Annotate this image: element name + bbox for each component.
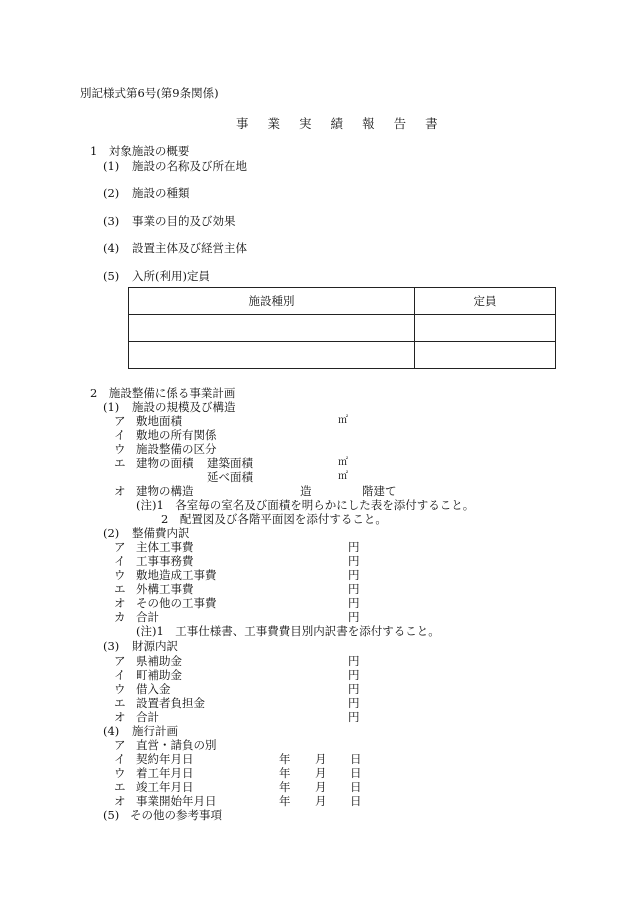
row-letter: イ	[114, 752, 126, 766]
section1-item-num: (2)	[103, 186, 120, 200]
row-letter: エ	[114, 780, 126, 794]
unit-year: 年	[279, 794, 291, 808]
table-header-facility-type: 施設種別	[129, 288, 415, 315]
note: 2 配置図及び各階平面図を添付すること。	[161, 512, 387, 526]
unit-yen: 円	[348, 582, 360, 596]
row-label: 契約年月日	[136, 752, 194, 766]
section1-item-num: (3)	[103, 214, 120, 228]
capacity-table	[128, 287, 556, 369]
unit-month: 月	[315, 794, 327, 808]
note: (注)1 各室毎の室名及び面積を明らかにした表を添付すること。	[136, 498, 475, 512]
row-label: 工事事務費	[136, 554, 194, 568]
table-cell[interactable]	[129, 315, 415, 342]
title-char: 報	[362, 116, 375, 131]
unit-sqm: ㎡	[338, 415, 348, 426]
unit-year: 年	[279, 766, 291, 780]
section1-heading: 1 対象施設の概要	[90, 144, 190, 158]
sub-label: 整備費内訳	[132, 526, 190, 540]
row-letter: イ	[114, 668, 126, 682]
row-label: 直営・請負の別	[136, 738, 217, 752]
unit-month: 月	[315, 766, 327, 780]
table-header-capacity: 定員	[415, 288, 556, 315]
row-label: 借入金	[136, 682, 171, 696]
section1-item-label: 施設の種類	[132, 186, 190, 200]
row-letter: イ	[114, 554, 126, 568]
sub-label: 施設の規模及び構造	[132, 400, 236, 414]
row-label: 建物の面積	[136, 456, 194, 470]
row-letter: ウ	[114, 442, 126, 456]
row-label: 外構工事費	[136, 582, 194, 596]
unit-month: 月	[315, 780, 327, 794]
table-row	[129, 342, 556, 369]
row-letter: エ	[114, 456, 126, 470]
title-char: 書	[425, 116, 438, 131]
unit-yen: 円	[348, 596, 360, 610]
row-letter: オ	[114, 710, 126, 724]
unit-day: 日	[350, 752, 362, 766]
section1-item-label: 事業の目的及び効果	[132, 214, 236, 228]
sub-num: (4)	[103, 724, 120, 738]
sub-label: 施行計画	[132, 724, 178, 738]
section1-item-num: (1)	[103, 159, 120, 173]
unit-yen: 円	[348, 568, 360, 582]
row-label: 敷地面積	[136, 414, 182, 428]
title-char: 業	[267, 116, 281, 131]
row-letter: オ	[114, 794, 126, 808]
section1-item-label: 設置主体及び経営主体	[132, 241, 247, 255]
sub-num: (5)	[103, 808, 120, 822]
row-sublabel: 建築面積	[207, 456, 253, 470]
section1-item-label: 施設の名称及び所在地	[132, 159, 247, 173]
unit-yen: 円	[348, 540, 360, 554]
row-letter: ア	[114, 540, 126, 554]
row-label: 建物の構造	[136, 484, 194, 498]
row-letter: オ	[114, 484, 126, 498]
unit-sqm: ㎡	[338, 471, 348, 482]
row-label: 町補助金	[136, 668, 182, 682]
note: (注)1 工事仕様書、工事費費目別内訳書を添付すること。	[136, 624, 440, 638]
row-label: その他の工事費	[136, 596, 217, 610]
unit-yen: 円	[348, 610, 360, 624]
sub-label: 財源内訳	[132, 639, 178, 653]
section1-item-label: 入所(利用)定員	[132, 269, 210, 283]
unit-day: 日	[350, 794, 362, 808]
unit-yen: 円	[348, 682, 360, 696]
row-letter: ア	[114, 738, 126, 752]
row-label: 敷地の所有関係	[136, 428, 217, 442]
unit-sqm: ㎡	[338, 457, 348, 468]
unit-yen: 円	[348, 668, 360, 682]
section2-heading: 2 施設整備に係る事業計画	[90, 386, 236, 400]
unit-year: 年	[279, 752, 291, 766]
floors-suffix: 階建て	[362, 484, 397, 498]
row-letter: ア	[114, 414, 126, 428]
table-cell[interactable]	[415, 342, 556, 369]
section1-item-num: (5)	[103, 269, 120, 283]
row-letter: エ	[114, 696, 126, 710]
row-label: 合計	[136, 710, 159, 724]
row-letter: ウ	[114, 682, 126, 696]
unit-yen: 円	[348, 710, 360, 724]
sub-num: (2)	[103, 526, 120, 540]
row-letter: ア	[114, 654, 126, 668]
table-row	[129, 288, 556, 315]
section1-item-num: (4)	[103, 241, 120, 255]
row-label: 敷地造成工事費	[136, 568, 217, 582]
row-label: 設置者負担金	[136, 696, 205, 710]
sub-label: その他の参考事項	[130, 808, 222, 822]
row-sublabel: 延べ面積	[207, 470, 253, 484]
structure-suffix: 造	[300, 484, 312, 498]
row-letter: カ	[114, 610, 126, 624]
table-cell[interactable]	[129, 342, 415, 369]
table-row	[129, 315, 556, 342]
row-label: 合計	[136, 610, 159, 624]
row-label: 事業開始年月日	[136, 794, 217, 808]
row-letter: オ	[114, 596, 126, 610]
unit-day: 日	[350, 766, 362, 780]
title-char: 事	[236, 116, 249, 131]
title-char: 績	[330, 116, 344, 131]
sub-num: (3)	[103, 639, 120, 653]
unit-yen: 円	[348, 654, 360, 668]
row-label: 着工年月日	[136, 766, 194, 780]
table-cell[interactable]	[415, 315, 556, 342]
unit-month: 月	[315, 752, 327, 766]
unit-day: 日	[350, 780, 362, 794]
form-id: 別記様式第6号(第9条関係)	[80, 86, 219, 100]
row-label: 竣工年月日	[136, 780, 194, 794]
title-char: 告	[393, 116, 407, 131]
row-label: 県補助金	[136, 654, 182, 668]
row-letter: ウ	[114, 568, 126, 582]
row-letter: ウ	[114, 766, 126, 780]
unit-year: 年	[279, 780, 291, 794]
row-letter: エ	[114, 582, 126, 596]
sub-num: (1)	[103, 400, 120, 414]
row-label: 施設整備の区分	[136, 442, 217, 456]
unit-yen: 円	[348, 554, 360, 568]
document-title	[236, 117, 438, 131]
unit-yen: 円	[348, 696, 360, 710]
title-char: 実	[299, 116, 312, 131]
row-letter: イ	[114, 428, 126, 442]
row-label: 主体工事費	[136, 540, 194, 554]
